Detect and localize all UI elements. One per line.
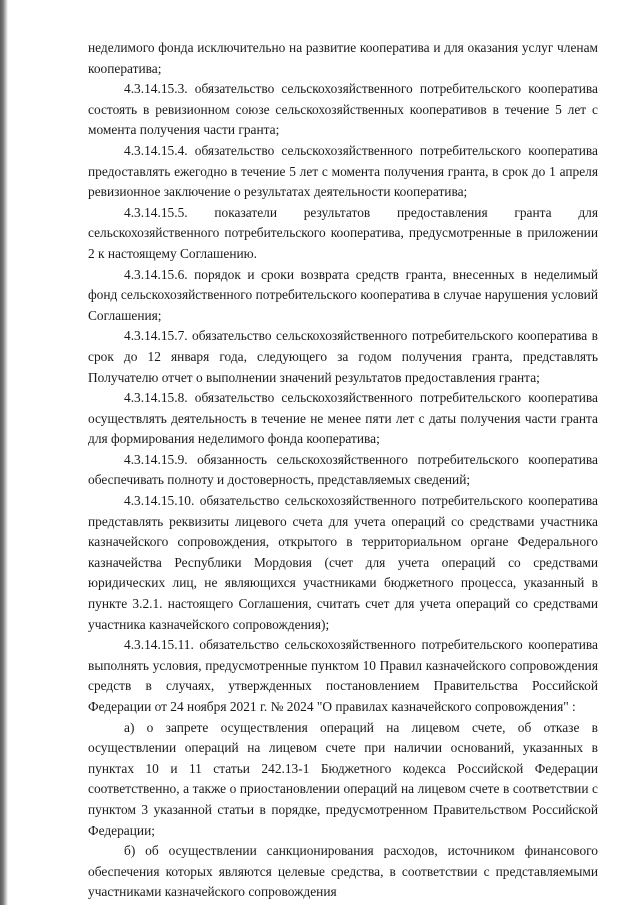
clause-4-3-14-15-5: 4.3.14.15.5. показатели результатов предоставления гранта для сельскохозяйственного потребительского кооператива, предусмотренные в приложении 2 к настоящему Соглашению. [88, 204, 598, 261]
clause-4-3-14-15-4: 4.3.14.15.4. обязательство сельскохозяйственного потребительского кооператива предоставлять ежегодно в течение 5 лет с момента получения гранта, в срок до 1 апреля ревизионное заключение о результатах деятельности кооператива; [88, 142, 598, 200]
clause-4-3-14-15-3: 4.3.14.15.3. обязательство сельскохозяйственного потребительского кооператива состоять в ревизионном союзе сельскохозяйственных кооперативов в течение 5 лет с момента получения части гранта; [88, 81, 598, 138]
scan-edge-shadow [0, 0, 8, 905]
document-page [88, 38, 598, 903]
clause-4-3-14-15-7: 4.3.14.15.7. обязательство сельскохозяйственного потребительского кооператива в срок до 12 января года, следующего за годом получения гранта, представлять Получателю отчет о выполнении значений результатов предоставления гранта; [88, 328, 598, 385]
clause-4-3-14-15-11: 4.3.14.15.11. обязательство сельскохозяйственного потребительского кооператива выполнять условия, предусмотренные пунктом 10 Правил казначейского сопровождения средств в случаях, утвержденных постановлением Правительства Российской Федерации от 24 ноября 2021 г. № 2024 "О правилах казначейского сопровождения" : [88, 637, 598, 714]
clause-4-3-14-15-10: 4.3.14.15.10. обязательство сельскохозяйственного потребительского кооператива представлять реквизиты лицевого счета для учета операций со средствами участника казначейского сопровождения, открытого в территориальном органе Федерального казначейства Республики Мордовия (счет для учета операций со средствами юридических лиц, не являющихся участниками бюджетного процесса, указанный в пункте 3.2.1. настоящего Соглашения, считать счет для учета операций со средствами участника казначейского сопровождения); [88, 493, 598, 632]
paragraph-continuation: неделимого фонда исключительно на развитие кооператива и для оказания услуг членам кооператива; [88, 40, 598, 76]
subclause-a: а) о запрете осуществления операций на лицевом счете, об отказе в осуществлении операций на лицевом счете при наличии оснований, указанных в пунктах 10 и 11 статьи 242.13-1 Бюджетного кодекса Российской Федерации соответственно, а также о приостановлении операций на лицевом счете в соответствии с пунктом 3 указанной статьи в порядке, предусмотренном Правительством Российской Федерации; [88, 719, 598, 838]
clause-4-3-14-15-6: 4.3.14.15.6. порядок и сроки возврата средств гранта, внесенных в неделимый фонд сельскохозяйственного потребительского кооператива в случае нарушения условий Соглашения; [88, 266, 598, 323]
subclause-b: б) об осуществлении санкционирования расходов, источником финансового обеспечения которых являются целевые средства, в соответствии с представляемыми участниками казначейского сопровождения [88, 843, 598, 900]
clause-4-3-14-15-9: 4.3.14.15.9. обязанность сельскохозяйственного потребительского кооператива обеспечивать полноту и достоверность, представляемых сведений; [88, 451, 598, 488]
clause-4-3-14-15-8: 4.3.14.15.8. обязательство сельскохозяйственного потребительского кооператива осуществлять деятельность в течение не менее пяти лет с даты получения части гранта для формирования неделимого фонда кооператива; [88, 390, 598, 447]
